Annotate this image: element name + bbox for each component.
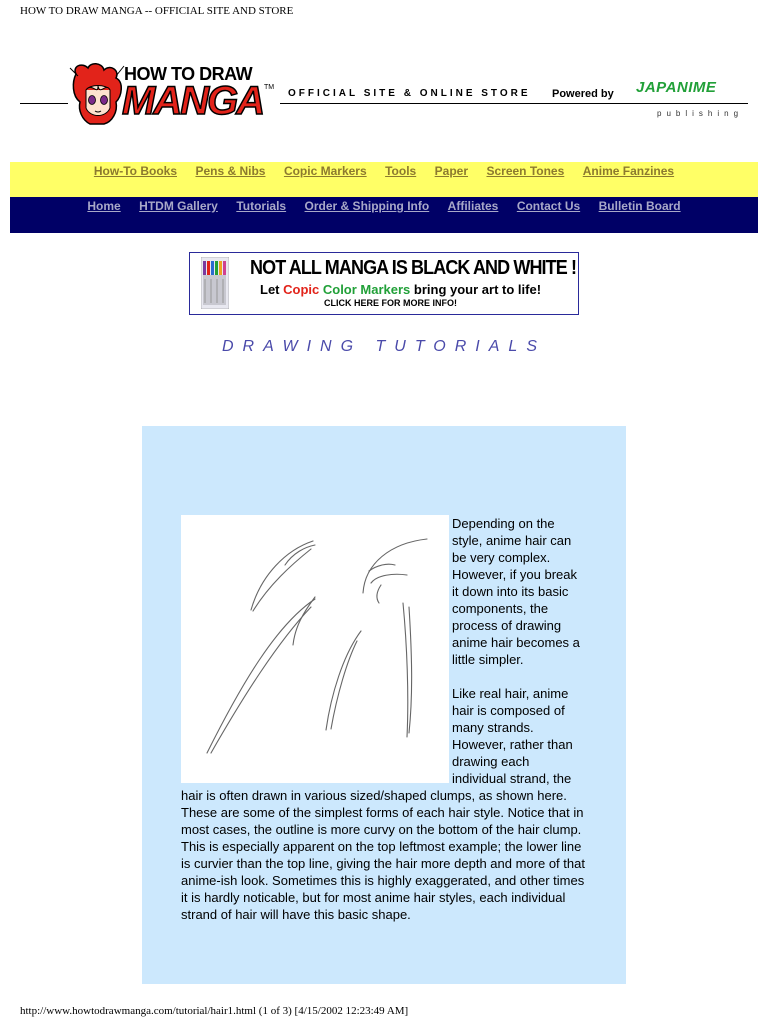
nav-link-screen-tones[interactable]: Screen Tones [486, 164, 565, 178]
hair-clump-sketch-image [181, 515, 449, 783]
site-logo[interactable] [68, 62, 278, 132]
nav-link-anime-fanzines[interactable]: Anime Fanzines [582, 164, 675, 178]
logo-how-to-draw: HOW TO DRAW [124, 64, 253, 84]
banner-rule [280, 103, 548, 104]
ad-headline: NOT ALL MANGA IS BLACK AND WHITE ! [250, 257, 577, 279]
publisher-subtitle: publishing [657, 109, 744, 118]
tutorial-paragraph: Like real hair, anime hair is composed of many strands. However, rather than drawing each individual strand, the hair is often drawn in various sized/shaped clumps, as shown here. These are some of the simplest forms of each hair style. Notice that in most cases, the outline is more curvy on the bottom of the hair clump. This is especially apparent on the top leftmost example; the lower line is curvier than the top line, giving the hair more depth and more of that anime-ish look. Sometimes this is highly exaggerated, and other times it is hardly noticable, but for most anime hair styles, each individual strand of hair will have this basic shape. [181, 686, 585, 922]
nav-link-tutorials[interactable]: Tutorials [236, 199, 287, 213]
logo-trademark: TM [264, 84, 275, 91]
print-header: HOW TO DRAW MANGA -- OFFICIAL SITE AND STORE [20, 5, 294, 17]
print-footer: http://www.howtodrawmanga.com/tutorial/hair1.html (1 of 3) [4/15/2002 12:23:49 AM] [20, 1005, 409, 1017]
nav-link-affiliates[interactable]: Affiliates [447, 199, 499, 213]
banner-rule [548, 103, 748, 104]
nav-link-pens-nibs[interactable]: Pens & Nibs [195, 164, 266, 178]
ad-sub-color: Color [322, 282, 361, 297]
nav-link-home[interactable]: Home [87, 199, 121, 213]
banner-tagline: OFFICIAL SITE & ONLINE STORE [288, 88, 531, 99]
powered-by-label: Powered by [552, 88, 614, 100]
ad-sub-rest: bring your art to life! [410, 282, 542, 297]
nav-link-bulletin-board[interactable]: Bulletin Board [598, 199, 681, 213]
nav-link-htdm-gallery[interactable]: HTDM Gallery [139, 199, 218, 213]
nav-link-how-to-books[interactable]: How-To Books [93, 164, 177, 178]
site-banner [0, 55, 768, 135]
publisher-logo[interactable]: JAPANIME [636, 79, 717, 96]
ad-sub-let: Let [260, 282, 284, 297]
manga-girl-logo-icon [68, 62, 128, 128]
nav-link-paper[interactable]: Paper [434, 164, 469, 178]
logo-manga: MANGA [122, 79, 264, 123]
copic-ad-banner[interactable] [189, 252, 579, 315]
tutorial-paragraph: Depending on the style, anime hair can be very complex. However, if you break it down into its basic components, the process of drawing anime hair becomes a little simpler. [452, 516, 580, 667]
nav-products [10, 162, 758, 197]
nav-link-contact-us[interactable]: Contact Us [516, 199, 581, 213]
page-title: DRAWING TUTORIALS [222, 338, 546, 355]
tutorial-text [181, 515, 587, 940]
ad-click-here: CLICK HERE FOR MORE INFO! [324, 298, 457, 308]
banner-rule [20, 103, 68, 104]
copic-markers-icon [201, 257, 229, 309]
tutorial-content-box [142, 426, 626, 984]
nav-link-order-shipping[interactable]: Order & Shipping Info [304, 199, 430, 213]
ad-sub-markers: Markers [360, 282, 411, 297]
nav-link-copic-markers[interactable]: Copic Markers [283, 164, 367, 178]
nav-link-tools[interactable]: Tools [385, 164, 417, 178]
nav-site [10, 197, 758, 233]
ad-sub-copic: Copic [283, 282, 323, 297]
ad-subline [260, 282, 541, 297]
